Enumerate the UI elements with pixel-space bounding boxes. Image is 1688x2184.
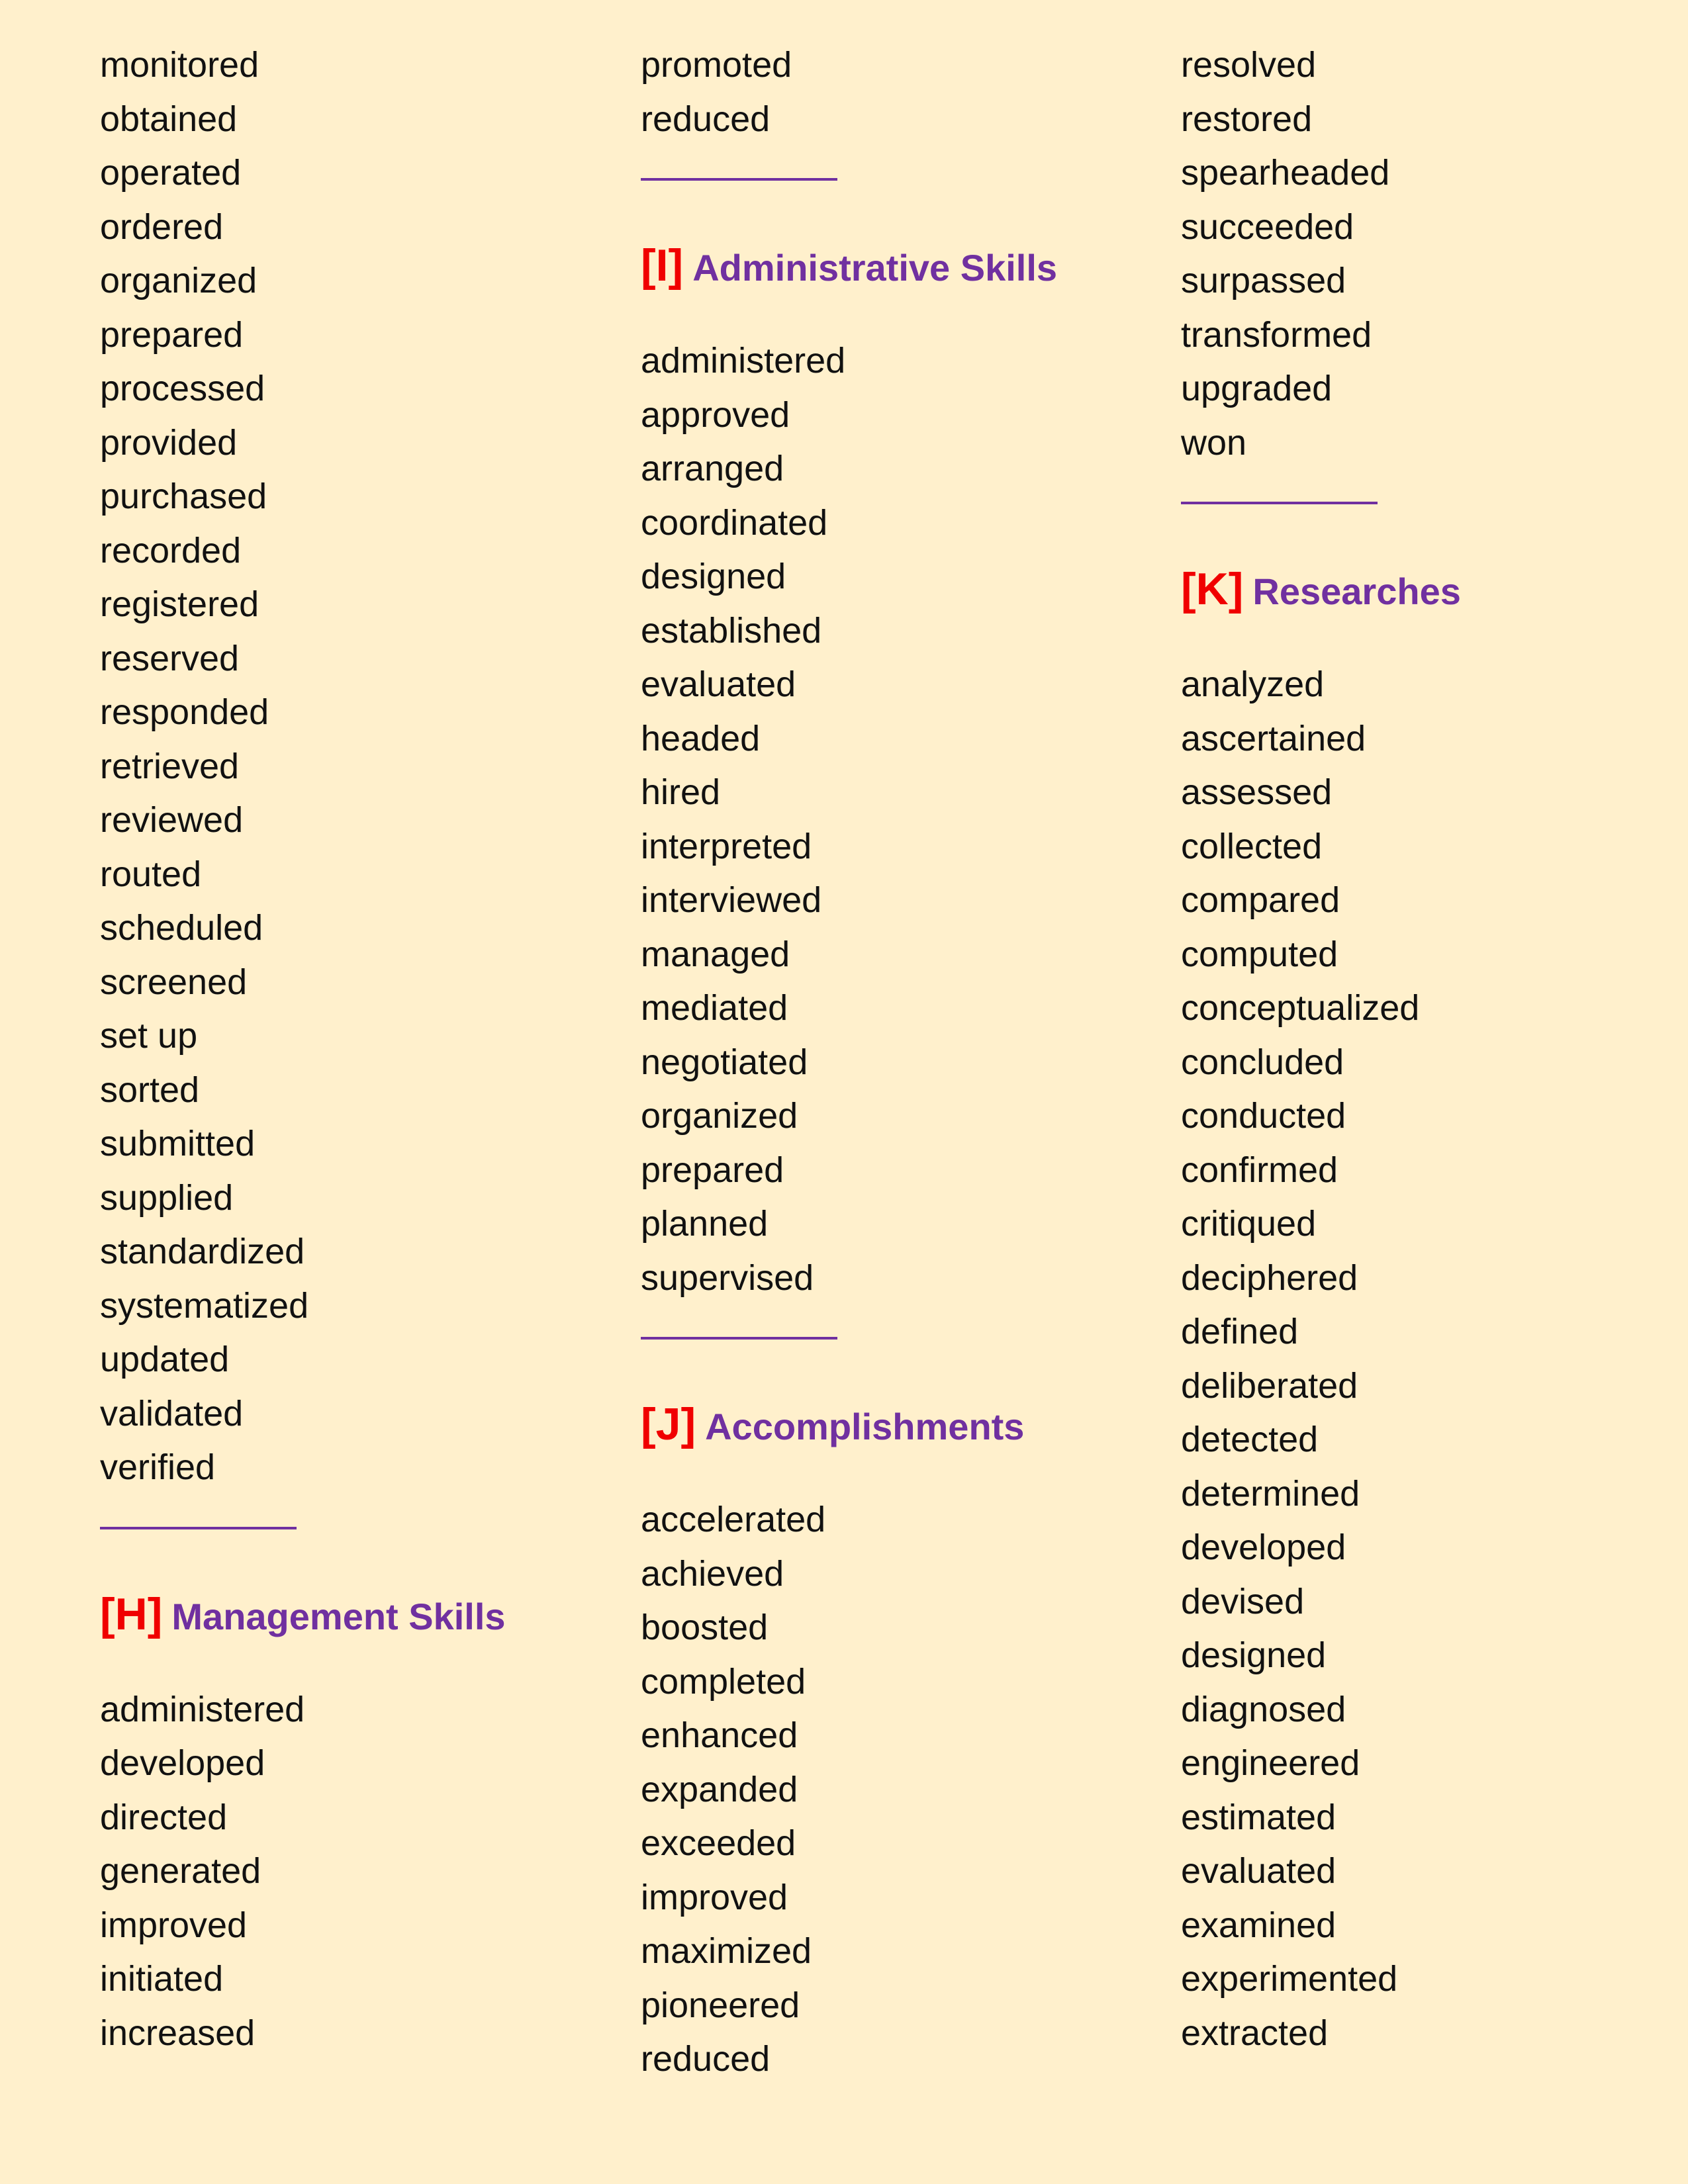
word-item: won [1181,422,1247,463]
word-item: arranged [641,449,784,488]
section-divider [1181,502,1378,504]
word-item: negotiated [641,1042,808,1082]
word-item: completed [641,1661,806,1702]
word-item: defined [1181,1312,1299,1351]
word-item: supplied [100,1177,234,1218]
word-item: scheduled [100,908,263,948]
word-item: improved [100,1905,248,1945]
word-item: coordinated [641,502,828,543]
word-list [641,334,1144,1305]
word-item: operated [100,153,242,193]
word-item: prepared [100,314,244,355]
word-item: developed [100,1743,265,1783]
column-3 [1181,38,1684,2060]
word-item: extracted [1181,2013,1329,2053]
column-2 [641,38,1144,2087]
word-item: planned [641,1204,769,1244]
word-item: recorded [100,530,242,570]
word-item: retrieved [100,746,240,786]
word-item: reviewed [100,800,244,840]
word-item: devised [1181,1581,1305,1621]
word-item: promoted [641,45,792,85]
word-item: determined [1181,1473,1360,1514]
word-item: reserved [100,638,240,678]
section-heading [641,232,1144,298]
word-item: engineered [1181,1743,1360,1783]
word-item: examined [1181,1905,1336,1945]
section-letter: [K] [1181,564,1244,614]
word-item: ordered [100,206,224,247]
column-1 [100,38,603,2060]
word-item: purchased [100,477,267,516]
section-heading [641,1391,1144,1457]
word-item: computed [1181,934,1338,974]
word-item: transformed [1181,314,1372,355]
word-item: administered [641,341,846,381]
word-item: screened [100,962,248,1002]
word-item: monitored [100,45,259,85]
word-item: verified [100,1447,216,1487]
word-list [100,38,603,1495]
word-item: supervised [641,1257,814,1298]
word-item: collected [1181,826,1323,866]
word-item: succeeded [1181,206,1354,247]
section-divider [100,1527,297,1529]
word-item: deliberated [1181,1365,1358,1406]
word-item: conceptualized [1181,988,1420,1028]
word-item: routed [100,854,202,894]
word-item: mediated [641,988,788,1028]
section-letter: [I] [641,240,684,291]
word-item: resolved [1181,45,1317,85]
word-item: developed [1181,1527,1346,1567]
word-item: boosted [641,1608,769,1647]
word-item: deciphered [1181,1257,1358,1298]
word-list [1181,658,1684,2060]
word-item: reduced [641,2039,771,2079]
word-item: evaluated [641,664,796,704]
word-item: responded [100,692,269,732]
section-letter: [H] [100,1588,163,1639]
word-list [1181,38,1684,470]
section-title: Administrative Skills [692,247,1058,289]
word-item: maximized [641,1931,812,1971]
section-heading [100,1581,603,1647]
word-item: validated [100,1393,244,1433]
word-item: estimated [1181,1797,1336,1837]
word-item: initiated [100,1959,224,1999]
word-item: organized [100,261,258,300]
word-item: conducted [1181,1096,1346,1136]
word-item: organized [641,1096,798,1136]
section-title: Researches [1252,570,1461,612]
word-item: provided [100,422,238,463]
word-item: registered [100,584,259,624]
word-item: accelerated [641,1500,826,1539]
word-item: updated [100,1340,230,1379]
word-item: established [641,610,822,651]
word-item: achieved [641,1553,784,1594]
word-item: systematized [100,1285,309,1326]
word-item: obtained [100,99,238,139]
section-divider [641,1337,837,1340]
word-item: interpreted [641,826,812,866]
word-list [641,38,1144,146]
word-item: hired [641,772,721,812]
word-item: assessed [1181,772,1333,812]
word-item: designed [641,557,786,596]
word-item: managed [641,934,790,974]
word-item: enhanced [641,1715,798,1755]
word-item: submitted [100,1124,256,1163]
word-item: set up [100,1016,198,1056]
word-item: confirmed [1181,1150,1338,1190]
section-letter: [J] [641,1399,696,1449]
word-item: reduced [641,99,771,139]
section-heading [1181,556,1684,622]
word-item: processed [100,369,265,408]
word-item: exceeded [641,1823,796,1863]
word-item: administered [100,1689,305,1729]
word-item: evaluated [1181,1851,1336,1891]
word-item: headed [641,718,761,758]
word-item: increased [100,2013,256,2053]
word-item: critiqued [1181,1204,1317,1244]
word-item: improved [641,1877,788,1917]
word-item: sorted [100,1069,200,1110]
word-item: spearheaded [1181,153,1390,193]
word-item: generated [100,1851,261,1891]
word-item: diagnosed [1181,1689,1346,1729]
word-item: approved [641,394,790,435]
section-divider [641,178,837,181]
word-item: interviewed [641,880,822,920]
word-list [100,1683,603,2061]
section-title: Management Skills [171,1595,506,1637]
word-item: analyzed [1181,664,1325,704]
word-item: upgraded [1181,369,1333,408]
word-item: ascertained [1181,718,1366,758]
word-item: prepared [641,1150,784,1190]
word-item: directed [100,1797,228,1837]
word-item: expanded [641,1769,798,1809]
section-title: Accomplishments [705,1406,1025,1447]
word-item: restored [1181,99,1313,139]
word-item: surpassed [1181,261,1346,300]
word-item: designed [1181,1635,1327,1675]
word-item: pioneered [641,1985,800,2025]
word-list [641,1493,1144,2087]
word-item: compared [1181,880,1340,920]
word-item: detected [1181,1420,1319,1459]
word-item: experimented [1181,1959,1398,1999]
word-item: standardized [100,1232,305,1271]
word-item: concluded [1181,1042,1344,1082]
